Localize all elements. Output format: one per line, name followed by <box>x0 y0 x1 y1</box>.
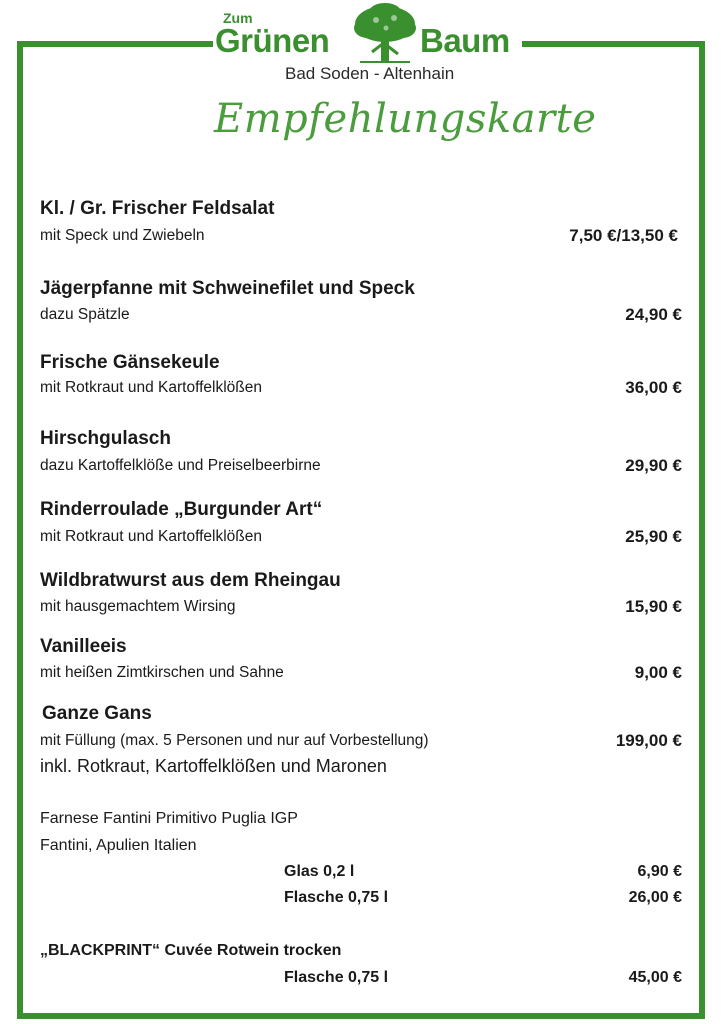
dish-title: Rinderroulade „Burgunder Art“ <box>40 499 323 520</box>
border-top-right <box>522 41 705 47</box>
wine-size: Flasche 0,75 l <box>284 889 389 906</box>
dish-description: mit Füllung (max. 5 Personen und nur auf Vorbestellung) <box>40 732 429 749</box>
tree-icon <box>350 2 420 64</box>
wine-price: 45,00 € <box>628 969 682 986</box>
dish-description: mit Rotkraut und Kartoffelklößen <box>40 528 262 545</box>
dish-description: dazu Kartoffelklöße und Preiselbeerbirne <box>40 457 321 474</box>
dish-title: Frische Gänsekeule <box>40 352 220 373</box>
dish-price: 36,00 € <box>625 378 682 397</box>
dish-title: Ganze Gans <box>42 703 152 724</box>
location-text: Bad Soden - Altenhain <box>285 64 455 83</box>
dish-price: 9,00 € <box>634 663 682 682</box>
restaurant-logo <box>213 2 522 84</box>
wine-name: „BLACKPRINT“ Cuvée Rotwein trocken <box>40 942 342 959</box>
card-title: Empfehlungskarte <box>214 96 597 142</box>
dish-price: 29,90 € <box>625 456 682 475</box>
border-top-left <box>17 41 213 47</box>
dish-price: 7,50 €/13,50 € <box>569 226 678 245</box>
logo-word-gruenen: Grünen <box>215 22 330 59</box>
wine-name: Farnese Fantini Primitivo Puglia IGP <box>40 810 298 827</box>
wine-price: 26,00 € <box>628 889 682 906</box>
dish-price: 199,00 € <box>615 731 682 750</box>
dish-description: mit Speck und Zwiebeln <box>40 227 205 244</box>
dish-description: mit Rotkraut und Kartoffelklößen <box>40 379 262 396</box>
dish-title: Kl. / Gr. Frischer Feldsalat <box>40 198 275 219</box>
dish-title: Jägerpfanne mit Schweinefilet und Speck <box>40 278 415 299</box>
wine-size: Glas 0,2 l <box>284 863 355 880</box>
dish-title: Hirschgulasch <box>40 428 171 449</box>
dish-description: mit heißen Zimtkirschen und Sahne <box>40 664 284 681</box>
dish-description: dazu Spätzle <box>40 306 130 323</box>
dish-price: 24,90 € <box>625 305 682 324</box>
dish-price: 25,90 € <box>625 527 682 546</box>
dish-title: Wildbratwurst aus dem Rheingau <box>40 570 341 591</box>
wine-price: 6,90 € <box>637 863 682 880</box>
wine-origin: Fantini, Apulien Italien <box>40 837 197 854</box>
dish-title: Vanilleeis <box>40 636 127 657</box>
logo-word-baum: Baum <box>420 22 510 59</box>
wine-size: Flasche 0,75 l <box>284 969 389 986</box>
dish-price: 15,90 € <box>625 597 682 616</box>
dish-description-extra: inkl. Rotkraut, Kartoffelklößen und Maronen <box>40 756 387 776</box>
dish-description: mit hausgemachtem Wirsing <box>40 598 236 615</box>
logo-small-word: Zum <box>223 10 253 26</box>
